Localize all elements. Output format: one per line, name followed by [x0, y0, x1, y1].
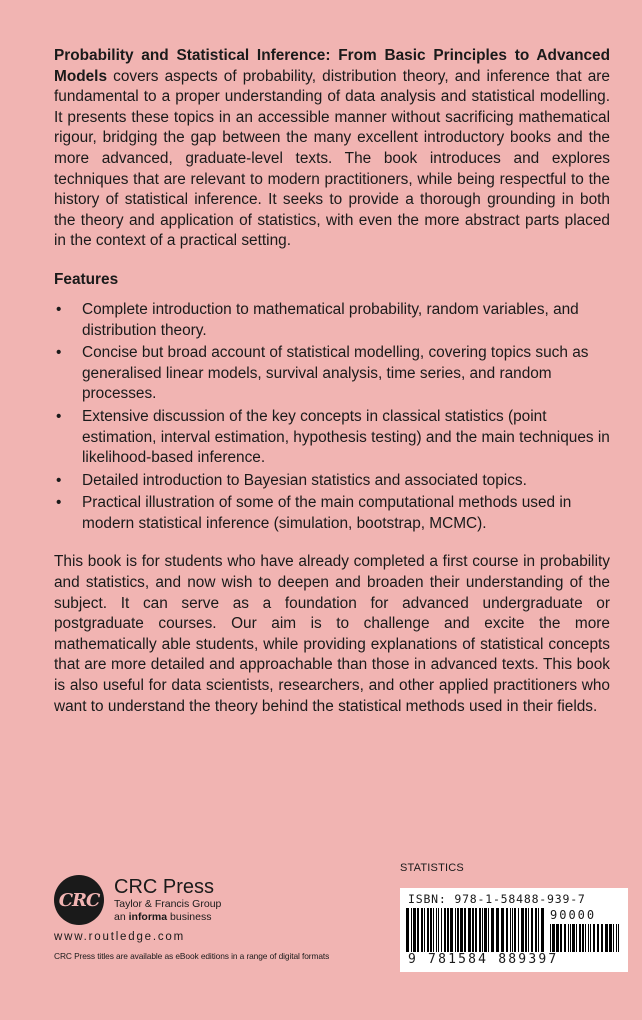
publisher-logo-row	[54, 875, 384, 925]
isbn-barcode	[400, 888, 628, 972]
feature-item	[54, 343, 610, 405]
features-list	[54, 300, 610, 535]
audience-paragraph: This book is for students who have already completed a first course in probability and statistics, and now wish to deepen and broaden their understanding of the subject. It can serve as a foundation for advanced undergraduate or postgraduate courses. Our aim is to challenge and excite the more mathematically able students, while providing explanations of statistical concepts that are more detailed and approachable than those in advanced texts. This book is also useful for data scientists, researchers, and other applied practitioners who want to understand the theory behind the statistical methods used in their fields.	[54, 553, 610, 715]
addon-barcode-icon	[550, 924, 622, 952]
bullet-icon: •	[56, 344, 62, 362]
feature-text: Complete introduction to mathematical probability, random variables, and distribution theory.	[82, 300, 579, 339]
business-prefix: an	[114, 911, 129, 923]
barcode-digits: 9 781584 889397	[408, 952, 559, 967]
publisher-name-block	[114, 876, 221, 924]
description-body: covers aspects of probability, distribution theory, and inference that are fundamental to a proper understanding of data analysis and statistical modelling. It presents these topics in an accessible manner without sacrificing mathematical rigour, bridging the gap between the many excellent introductory books and the more advanced, graduate-level texts. The book introduces and explores techniques that are relevant to modern practitioners, while being respectful to the history of statistical inference. It seeks to provide a thorough grounding in both the theory and application of statistics, with even the more abstract parts placed in the context of a practical setting.	[54, 67, 610, 250]
description-paragraph	[54, 46, 610, 252]
publisher-group: Taylor & Francis Group	[114, 898, 222, 910]
business-suffix: business	[167, 911, 212, 923]
book-title: Probability and Statistical Inference: From Basic Principles to Advanced Models	[54, 47, 610, 85]
bullet-icon: •	[56, 471, 62, 489]
price-code: 90000	[550, 908, 597, 922]
feature-item	[54, 300, 610, 341]
publisher-name: CRC Press	[114, 876, 215, 898]
crc-logo-icon: CRC	[54, 875, 104, 925]
ebook-note: CRC Press titles are available as eBook editions in a range of digital formats	[54, 951, 330, 961]
barcode-block	[400, 862, 636, 972]
feature-text: Detailed introduction to Bayesian statistics and associated topics.	[82, 471, 527, 489]
bullet-icon: •	[56, 300, 62, 318]
bullet-icon: •	[56, 407, 62, 425]
subject-category: STATISTICS	[400, 862, 464, 874]
feature-item	[54, 493, 610, 534]
publisher-block	[54, 875, 384, 961]
business-brand: informa	[128, 911, 168, 923]
feature-item	[54, 407, 610, 469]
barcode-bars-icon	[406, 908, 546, 952]
back-cover-text	[54, 46, 610, 717]
publisher-url: www.routledge.com	[54, 931, 185, 943]
feature-text: Practical illustration of some of the main computational methods used in modern statistical inference (simulation, bootstrap, MCMC).	[82, 494, 572, 532]
publisher-business	[114, 911, 221, 924]
isbn-text: ISBN: 978-1-58488-939-7	[408, 892, 586, 906]
features-heading: Features	[54, 270, 119, 288]
feature-item	[54, 471, 610, 492]
bullet-icon: •	[56, 494, 62, 512]
feature-text: Concise but broad account of statistical modelling, covering topics such as generalised linear models, survival analysis, time series, and random processes.	[82, 344, 589, 403]
feature-text: Extensive discussion of the key concepts in classical statistics (point estimation, interval estimation, hypothesis testing) and the main techniques in likelihood-based inference.	[82, 407, 610, 467]
